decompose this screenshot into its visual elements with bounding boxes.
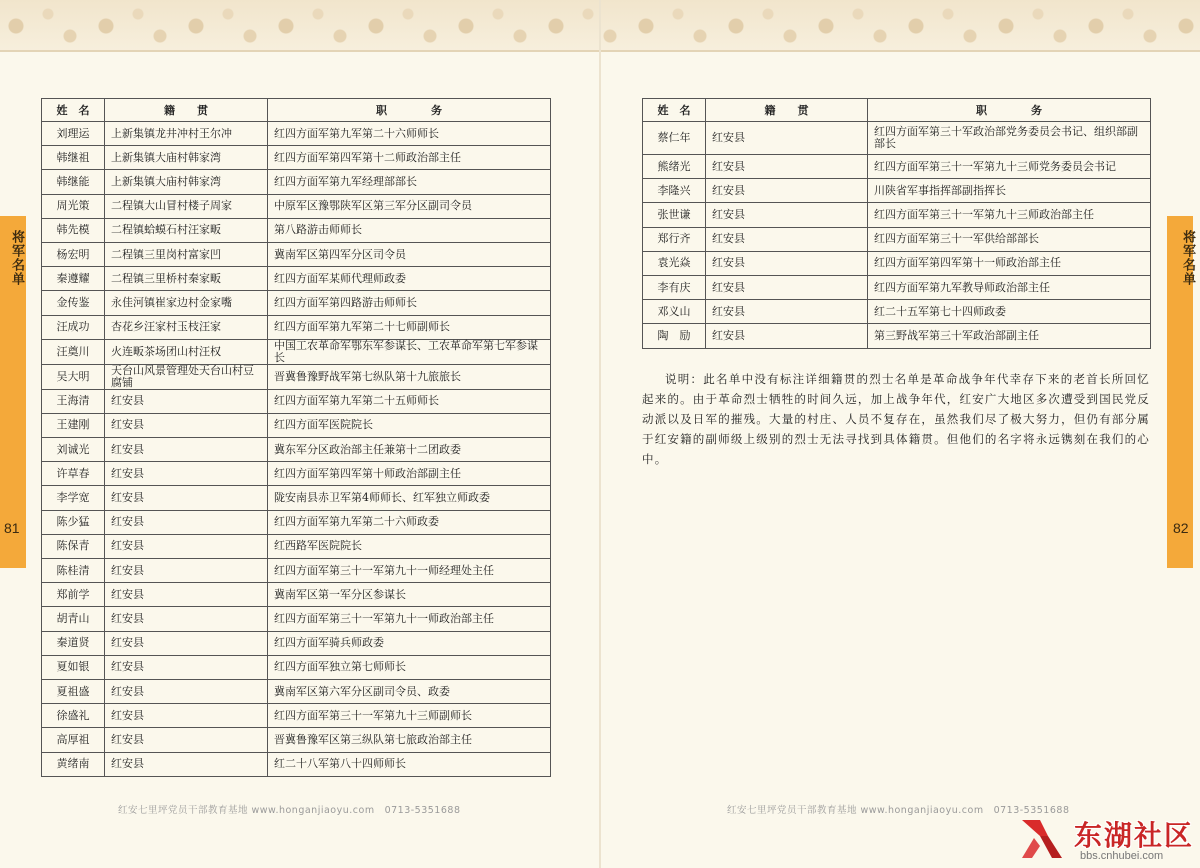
cell-name: 杨宏明 [42,242,105,266]
cell-post: 红四方面军某师代理师政委 [268,267,551,291]
table-row [42,438,551,462]
table-row [42,291,551,315]
chapter-tab-left [0,216,26,568]
cell-post: 红四方面军第三十一军第九十三师政治部主任 [868,203,1151,227]
cell-origin: 红安县 [105,510,268,534]
table-row [42,413,551,437]
table-row [42,510,551,534]
cell-name: 韩继能 [42,170,105,194]
cell-origin: 红安县 [105,438,268,462]
cell-origin: 红安县 [706,179,868,203]
table-row [42,462,551,486]
cell-name: 秦遵耀 [42,267,105,291]
table-row [643,203,1151,227]
cell-post: 红四方面军第四路游击师师长 [268,291,551,315]
cell-post: 红四方面军第三十一军第九十三师副师长 [268,704,551,728]
cell-origin: 红安县 [105,679,268,703]
cell-name: 夏如银 [42,655,105,679]
cell-name: 陈桂清 [42,559,105,583]
page-number-left: 81 [4,520,20,536]
cell-post: 红四方面军第九军第二十六师师长 [268,122,551,146]
table-row [42,607,551,631]
roster-table-left [41,98,551,777]
cell-post: 红四方面军第三十一军第九十一师经理处主任 [268,559,551,583]
cell-post: 红四方面军医院院长 [268,413,551,437]
table-header-row [643,99,1151,122]
cell-origin: 红安县 [706,300,868,324]
footer-right: 红安七里坪党员干部教育基地 www.honganjiaoyu.com 0713-5351688 [727,805,1070,816]
cell-post: 红四方面军第三十一军第九十一师政治部主任 [268,607,551,631]
cell-name: 郑行齐 [643,227,706,251]
cell-post: 红四方面军第三十军政治部党务委员会书记、组织部副部长 [868,122,1151,155]
cell-name: 陈保青 [42,534,105,558]
cell-name: 郑前学 [42,583,105,607]
header-origin: 籍 贯 [706,99,868,122]
page-gutter [599,0,601,868]
table-row [643,155,1151,179]
cell-origin: 红安县 [105,462,268,486]
cell-origin: 上新集镇龙井冲村王尔冲 [105,122,268,146]
cell-post: 红四方面军第四军第十二师政治部主任 [268,146,551,170]
cell-post: 川陕省军事指挥部副指挥长 [868,179,1151,203]
cell-origin: 永佳河镇崔家边村金家嘴 [105,291,268,315]
cell-post: 中原军区豫鄂陕军区第三军分区副司令员 [268,194,551,218]
cell-post: 红四方面军第四军第十师政治部副主任 [268,462,551,486]
site-watermark [1018,812,1200,868]
cell-post: 红四方面军第九军经理部部长 [268,170,551,194]
cell-name: 黄绪南 [42,752,105,776]
cell-post: 陇安南县赤卫军第4师师长、红军独立师政委 [268,486,551,510]
cell-origin: 红安县 [105,704,268,728]
cell-post: 冀东军分区政治部主任兼第十二团政委 [268,438,551,462]
table-row [42,218,551,242]
cell-post: 红四方面军独立第七师师长 [268,655,551,679]
page-number-right: 82 [1173,520,1189,536]
cell-origin: 红安县 [706,251,868,275]
chapter-tab-right [1167,216,1193,568]
header-name: 姓 名 [42,99,105,122]
table-row [42,728,551,752]
cell-name: 徐盛礼 [42,704,105,728]
table-row [42,704,551,728]
cell-origin: 红安县 [105,534,268,558]
table-row [42,679,551,703]
cell-post: 冀南军区第六军分区副司令员、政委 [268,679,551,703]
table-row [42,122,551,146]
cell-name: 韩继祖 [42,146,105,170]
cell-origin: 红安县 [706,227,868,251]
cell-origin: 二程镇大山冒村楼子周家 [105,194,268,218]
cell-origin: 上新集镇大庙村韩家湾 [105,170,268,194]
cell-origin: 二程镇蛤蟆石村汪家畈 [105,218,268,242]
cell-name: 熊绪光 [643,155,706,179]
cell-origin: 红安县 [105,631,268,655]
header-post: 职 务 [268,99,551,122]
cell-name: 李有庆 [643,275,706,299]
cell-post: 红二十五军第七十四师政委 [868,300,1151,324]
table-header-row [42,99,551,122]
cell-name: 秦道贤 [42,631,105,655]
cell-origin: 红安县 [706,155,868,179]
table-row [42,267,551,291]
cell-origin: 二程镇三里岗村富家凹 [105,242,268,266]
cell-origin: 红安县 [105,486,268,510]
cell-post: 红四方面军第三十一军供给部部长 [868,227,1151,251]
cell-name: 王建刚 [42,413,105,437]
table-row [643,300,1151,324]
cell-name: 许草春 [42,462,105,486]
cell-name: 李隆兴 [643,179,706,203]
cell-name: 王海清 [42,389,105,413]
cell-origin: 红安县 [105,728,268,752]
cell-name: 韩先模 [42,218,105,242]
table-row [643,122,1151,155]
cell-post: 红四方面军第九军第二十六师政委 [268,510,551,534]
table-row [42,631,551,655]
cell-origin: 上新集镇大庙村韩家湾 [105,146,268,170]
cell-name: 汪成功 [42,315,105,339]
explanatory-note: 说明：此名单中没有标注详细籍贯的烈士名单是革命战争年代幸存下来的老首长所回忆起来的。由于革命烈士牺牲的时间久远，加上战争年代，红安广大地区多次遭受到国民党反动派以及日军的摧残。大量的村庄、人员不复存在，虽然我们尽了极大努力，但仍有部分属于红安籍的副师级上级别的烈士无法寻找到具体籍贯。但他们的名字将永远镌刻在我们的心中。 [642,372,1150,466]
table-row [643,179,1151,203]
cell-origin: 红安县 [105,413,268,437]
cell-origin: 红安县 [105,752,268,776]
cell-origin: 火连畈茶场团山村汪权 [105,339,268,364]
table-row [42,655,551,679]
cell-name: 张世谦 [643,203,706,227]
table-row [643,324,1151,348]
roster-table-right [642,98,1151,349]
cell-post: 中国工农革命军鄂东军参谋长、工农革命军第七军参谋长 [268,339,551,364]
cell-post: 红四方面军第九军第二十七师副师长 [268,315,551,339]
cell-origin: 红安县 [706,122,868,155]
footer-left: 红安七里坪党员干部教育基地 www.honganjiaoyu.com 0713-5351688 [118,805,461,816]
table-row [42,170,551,194]
cell-name: 刘理运 [42,122,105,146]
table-row [42,339,551,364]
cell-name: 周光策 [42,194,105,218]
watermark-title: 东湖社区 [1074,819,1195,852]
cell-name: 李学宽 [42,486,105,510]
cell-name: 金传鉴 [42,291,105,315]
cell-origin: 红安县 [105,389,268,413]
cell-name: 高厚祖 [42,728,105,752]
cell-name: 陈少猛 [42,510,105,534]
table-row [42,146,551,170]
cell-name: 胡青山 [42,607,105,631]
table-row [42,583,551,607]
header-origin: 籍 贯 [105,99,268,122]
cell-post: 冀南军区第四军分区司令员 [268,242,551,266]
cell-origin: 红安县 [105,583,268,607]
table-row [42,389,551,413]
table-row [42,315,551,339]
table-row [42,534,551,558]
table-row [42,364,551,389]
cell-origin: 二程镇三里桥村秦家畈 [105,267,268,291]
cell-post: 晋冀鲁豫军区第三纵队第七旅政治部主任 [268,728,551,752]
cell-post: 第三野战军第三十军政治部副主任 [868,324,1151,348]
cell-origin: 红安县 [105,607,268,631]
cell-origin: 红安县 [706,324,868,348]
table-row [643,275,1151,299]
chapter-tab-title: 将军名单 [9,230,24,286]
cell-post: 红二十八军第八十四师师长 [268,752,551,776]
table-row [643,251,1151,275]
cell-origin: 杏花乡汪家村玉枝汪家 [105,315,268,339]
header-post: 职 务 [868,99,1151,122]
cell-name: 夏祖盛 [42,679,105,703]
cell-name: 刘诚光 [42,438,105,462]
cell-name: 邓义山 [643,300,706,324]
header-name: 姓 名 [643,99,706,122]
watermark-url: bbs.cnhubei.com [1080,850,1164,862]
cell-origin: 红安县 [706,203,868,227]
cell-name: 蔡仁年 [643,122,706,155]
cell-post: 红四方面军骑兵师政委 [268,631,551,655]
table-row [42,559,551,583]
cell-post: 红四方面军第三十一军第九十三师党务委员会书记 [868,155,1151,179]
cell-origin: 天台山风景管理处天台山村豆腐铺 [105,364,268,389]
table-row [643,227,1151,251]
cell-post: 红西路军医院院长 [268,534,551,558]
table-row [42,242,551,266]
cell-origin: 红安县 [105,559,268,583]
cell-post: 红四方面军第九军教导师政治部主任 [868,275,1151,299]
watermark-logo-icon [1018,814,1066,862]
chapter-tab-title: 将军名单 [1180,230,1195,286]
cell-post: 晋冀鲁豫野战军第七纵队第十九旅旅长 [268,364,551,389]
table-row [42,194,551,218]
cell-name: 陶 励 [643,324,706,348]
cell-name: 汪奠川 [42,339,105,364]
cell-post: 红四方面军第九军第二十五师师长 [268,389,551,413]
cell-post: 冀南军区第一军分区参谋长 [268,583,551,607]
cell-post: 第八路游击师师长 [268,218,551,242]
table-row [42,752,551,776]
cell-name: 吴大明 [42,364,105,389]
cell-origin: 红安县 [706,275,868,299]
cell-name: 袁光焱 [643,251,706,275]
cell-post: 红四方面军第四军第十一师政治部主任 [868,251,1151,275]
table-row [42,486,551,510]
cell-origin: 红安县 [105,655,268,679]
